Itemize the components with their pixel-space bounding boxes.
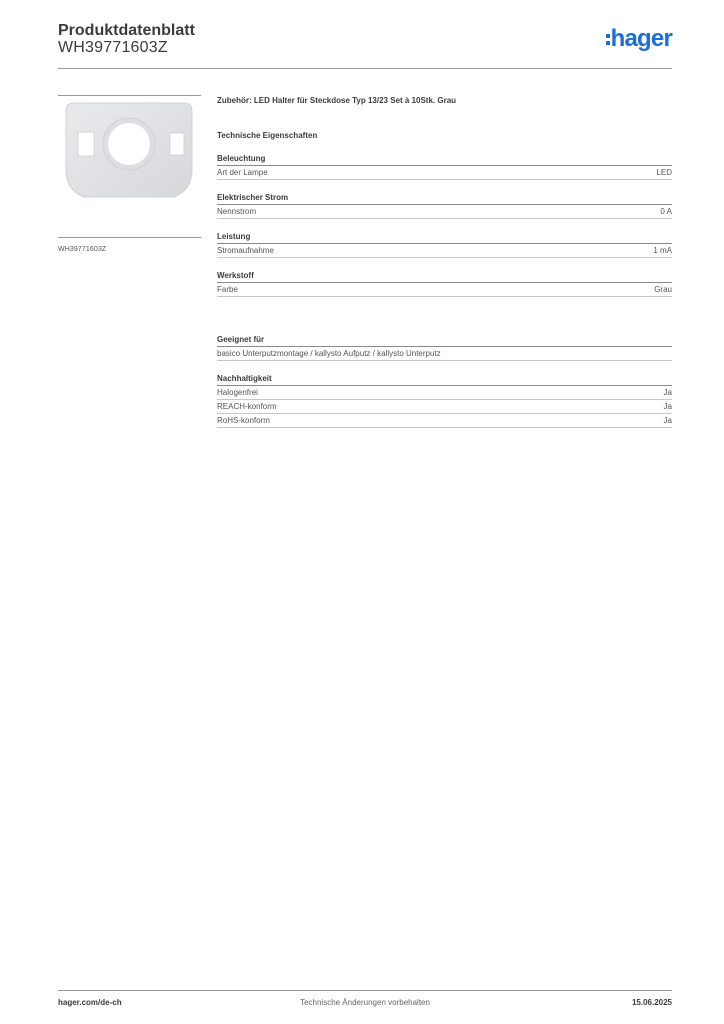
spec-group-title: Beleuchtung xyxy=(217,153,672,166)
spec-value: Ja xyxy=(663,402,672,411)
product-image-frame xyxy=(58,95,201,238)
spec-row xyxy=(217,283,672,297)
spec-group-power xyxy=(217,231,672,258)
product-name: Zubehör: LED Halter für Steckdose Typ 13/23 Set à 10Stk. Grau xyxy=(217,96,457,105)
spec-label: REACH-konform xyxy=(217,402,277,411)
header-divider xyxy=(58,68,672,69)
spec-label: Farbe xyxy=(217,285,238,294)
logo-text: hager xyxy=(610,25,672,52)
spec-group-lighting xyxy=(217,153,672,180)
spec-group-material xyxy=(217,270,672,297)
footer-website-link[interactable]: hager.com/de-ch xyxy=(58,998,122,1007)
suitable-for-row xyxy=(217,347,672,361)
spec-label: RoHS-konform xyxy=(217,416,270,425)
sustainability-row xyxy=(217,414,672,428)
spec-group-title: Leistung xyxy=(217,231,672,244)
product-image-column xyxy=(58,95,201,253)
spec-value: 0 A xyxy=(660,207,672,216)
page-footer xyxy=(58,998,672,1010)
spec-label: Halogenfrei xyxy=(217,388,258,397)
page-header xyxy=(58,22,672,68)
document-title: Produktdatenblatt xyxy=(58,22,195,39)
footer-divider xyxy=(58,990,672,991)
sustainability-section xyxy=(217,373,672,428)
led-holder-product-image xyxy=(64,100,194,200)
spec-row xyxy=(217,244,672,258)
spec-value: Grau xyxy=(654,285,672,294)
sustainability-row xyxy=(217,400,672,414)
suitable-for-section xyxy=(217,334,672,361)
spec-group-title: Werkstoff xyxy=(217,270,672,283)
spec-label: Stromaufnahme xyxy=(217,246,274,255)
spec-value: Ja xyxy=(663,416,672,425)
spec-label: Nennstrom xyxy=(217,207,257,216)
spec-group-electric-current xyxy=(217,192,672,219)
sustainability-row xyxy=(217,386,672,400)
spec-value: LED xyxy=(656,168,672,177)
suitable-for-text: basico Unterputzmontage / kallysto Aufputz / kallysto Unterputz xyxy=(217,349,441,358)
footer-notice: Technische Änderungen vorbehalten xyxy=(300,998,430,1007)
spec-value: 1 mA xyxy=(653,246,672,255)
product-details xyxy=(217,95,672,428)
article-number: WH39771603Z xyxy=(58,39,168,56)
hager-logo xyxy=(606,27,672,51)
spec-value: Ja xyxy=(663,388,672,397)
spec-group-title: Elektrischer Strom xyxy=(217,192,672,205)
image-caption: WH39771603Z xyxy=(58,246,107,253)
sustainability-title: Nachhaltigkeit xyxy=(217,373,672,386)
section-title-technical: Technische Eigenschaften xyxy=(217,131,318,140)
spec-row xyxy=(217,205,672,219)
footer-date: 15.06.2025 xyxy=(631,998,672,1007)
logo-colon-icon xyxy=(606,34,610,45)
suitable-for-title: Geeignet für xyxy=(217,334,672,347)
spec-row xyxy=(217,166,672,180)
spec-label: Art der Lampe xyxy=(217,168,268,177)
